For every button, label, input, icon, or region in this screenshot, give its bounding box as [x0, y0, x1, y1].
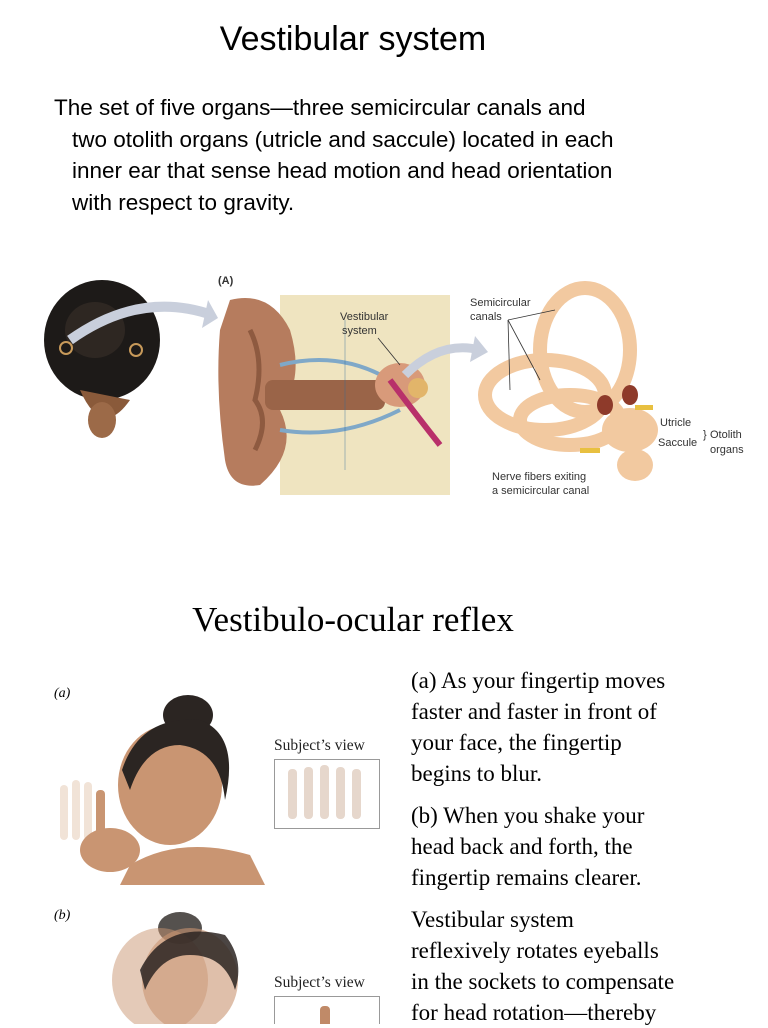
semicircular-label-line-2: canals: [470, 311, 502, 323]
vestibular-label-line-2: system: [342, 325, 377, 337]
otolith-label-line-2: organs: [710, 444, 744, 456]
text-c-line-1: Vestibular system: [411, 907, 574, 932]
slide-title-vestibulo-ocular-reflex: Vestibulo-ocular reflex: [192, 600, 514, 639]
text-a-line-1: (a) As your fingertip moves: [411, 668, 666, 693]
text-a-line-4: begins to blur.: [411, 761, 542, 786]
paragraph-line-4: with respect to gravity.: [72, 189, 295, 215]
text-c-line-2: reflexively rotates eyeballs: [411, 938, 659, 963]
text-b-line-2: head back and forth, the: [411, 834, 633, 859]
nerve-label-line-1: Nerve fibers exiting: [492, 471, 587, 483]
vestibular-label-line-1: Vestibular: [340, 311, 389, 323]
saccule-label: Saccule: [658, 437, 698, 449]
subjects-view-label-b: Subject’s view: [274, 974, 365, 991]
subjects-view-clear-finger: [274, 996, 380, 1024]
semicircular-label-line-1: Semicircular: [470, 297, 531, 309]
paragraph-line-2: two otolith organs (utricle and saccule) located in each: [72, 126, 614, 152]
figure-panel-label: (A): [218, 275, 234, 287]
definition-paragraph: [54, 92, 734, 218]
text-block-c: [411, 904, 761, 1028]
subjects-view-label-a: Subject’s view: [274, 737, 365, 754]
text-b-line-1: (b) When you shake your: [411, 803, 645, 828]
text-b-line-3: fingertip remains clearer.: [411, 865, 642, 890]
text-block-b: [411, 800, 761, 893]
woman-shaking-head-illustration: [95, 910, 265, 1024]
slide-title-vestibular-system: Vestibular system: [219, 20, 487, 58]
text-c-line-3: in the sockets to compensate: [411, 969, 675, 994]
panel-b-label: (b): [54, 908, 71, 923]
text-c-line-4: for head rotation—thereby: [411, 1000, 657, 1025]
panel-a-label: (a): [54, 686, 71, 701]
text-a-line-3: your face, the fingertip: [411, 730, 622, 755]
svg-text:}: }: [703, 429, 707, 441]
nerve-label-line-2: a semicircular canal: [492, 485, 590, 497]
utricle-label: Utricle: [660, 417, 692, 429]
text-block-a: [411, 665, 761, 789]
otolith-label-line-1: Otolith: [710, 429, 742, 441]
paragraph-line-1: The set of five organs—three semicircular canals and: [54, 95, 586, 120]
woman-moving-finger-illustration: [50, 690, 270, 885]
text-a-line-2: faster and faster in front of: [411, 699, 657, 724]
semicircular-canals-illustration: [485, 288, 658, 481]
vestibular-anatomy-figure: [40, 270, 760, 510]
subjects-view-blurred-fingers: [274, 759, 380, 829]
paragraph-line-3: inner ear that sense head motion and head orientation: [72, 158, 613, 183]
ear-cross-section-illustration: [218, 295, 450, 495]
